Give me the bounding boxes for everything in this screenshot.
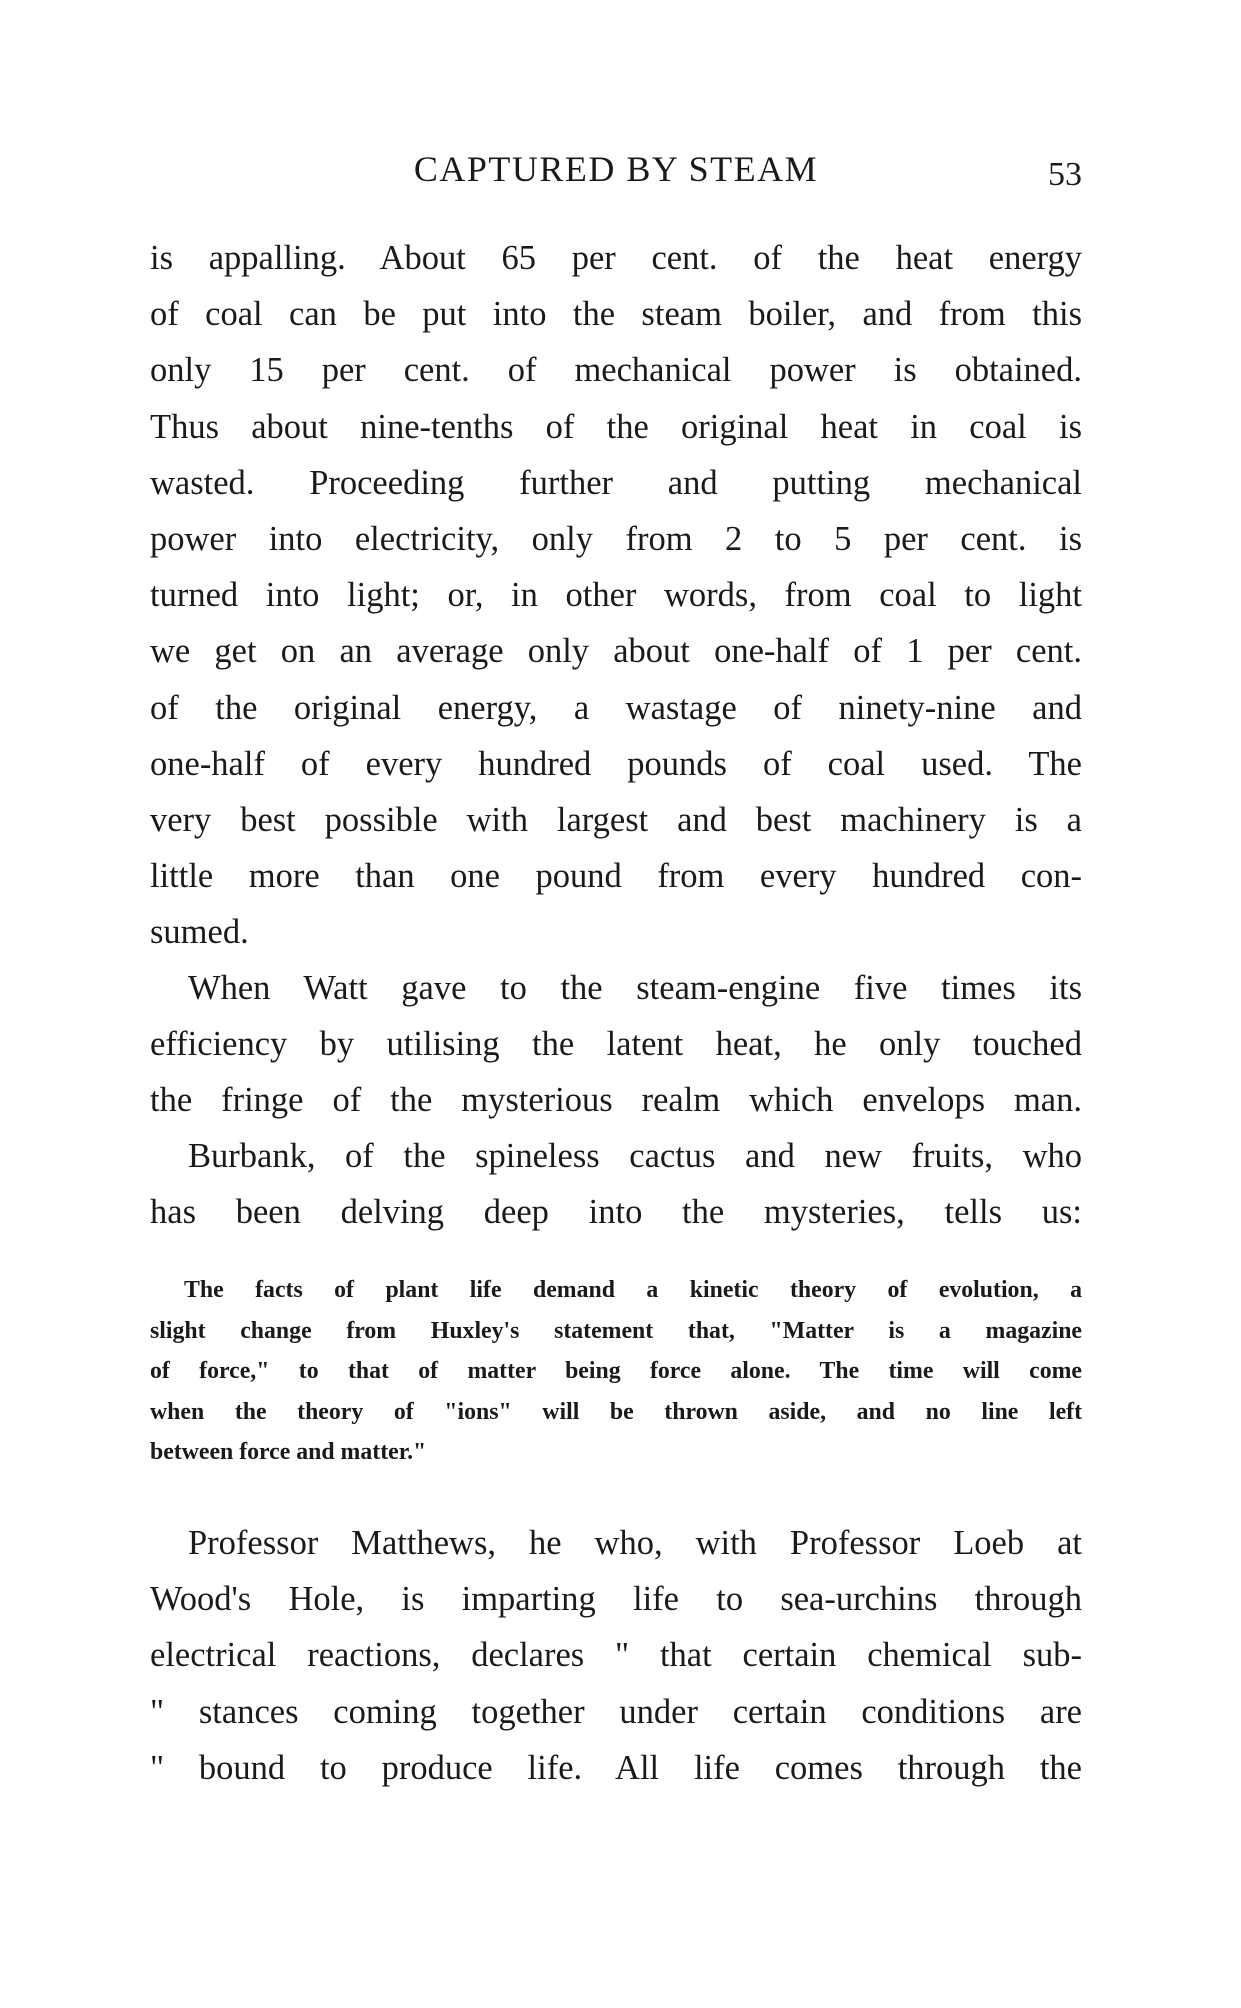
text-line: only 15 per cent. of mechanical power is obtained. (150, 351, 1082, 390)
text-line: " stances coming together under certain conditions are (150, 1692, 1082, 1731)
text-line: wasted. Proceeding further and putting mechanical (150, 463, 1082, 502)
running-head (150, 148, 1082, 198)
text-line: Professor Matthews, he who, with Professor Loeb at (188, 1524, 1082, 1562)
running-title: CAPTURED BY STEAM (413, 149, 819, 189)
text-line: electrical reactions, declares " that certain chemical sub- (150, 1636, 1082, 1675)
paragraph-4 (150, 1515, 1082, 1796)
text-line: " bound to produce life. All life comes through the (150, 1748, 1082, 1787)
text-line: Burbank, of the spineless cactus and new fruits, who (188, 1137, 1082, 1175)
text-line: is appalling. About 65 per cent. of the heat energy (150, 239, 1082, 277)
text-line: efficiency by utilising the latent heat, he only touched (150, 1025, 1082, 1064)
text-line: of the original energy, a wastage of ninety-nine and (150, 688, 1082, 727)
paragraph-3 (150, 1128, 1082, 1240)
quote-line: between force and matter." (150, 1439, 427, 1466)
paragraph-1 (150, 230, 1082, 960)
text-line: we get on an average only about one-half of 1 per cent. (150, 632, 1082, 671)
quote-line: of force," to that of matter being force alone. The time will come (150, 1358, 1082, 1385)
paragraph-2 (150, 960, 1082, 1129)
text-line: one-half of every hundred pounds of coal used. The (150, 744, 1082, 783)
text-line: turned into light; or, in other words, from coal to light (150, 576, 1082, 615)
block-quotation (150, 1270, 1082, 1473)
text-line: sumed. (150, 913, 249, 952)
text-line: very best possible with largest and best machinery is a (150, 800, 1082, 839)
text-line: Wood's Hole, is imparting life to sea-urchins through (150, 1580, 1082, 1619)
text-line: of coal can be put into the steam boiler, and from this (150, 295, 1082, 334)
text-line: When Watt gave to the steam-engine five times its (188, 969, 1082, 1007)
text-line: Thus about nine-tenths of the original heat in coal is (150, 407, 1082, 446)
text-line: the fringe of the mysterious realm which envelops man. (150, 1081, 1082, 1120)
text-line: has been delving deep into the mysteries, tells us: (150, 1193, 1082, 1232)
quote-line: slight change from Huxley's statement that, "Matter is a magazine (150, 1317, 1082, 1344)
quote-line: when the theory of "ions" will be thrown aside, and no line left (150, 1398, 1082, 1425)
quote-line: The facts of plant life demand a kinetic theory of evolution, a (184, 1277, 1082, 1303)
text-line: power into electricity, only from 2 to 5 per cent. is (150, 519, 1082, 558)
page-number: 53 (1048, 156, 1082, 193)
text-line: little more than one pound from every hundred con- (150, 857, 1082, 896)
